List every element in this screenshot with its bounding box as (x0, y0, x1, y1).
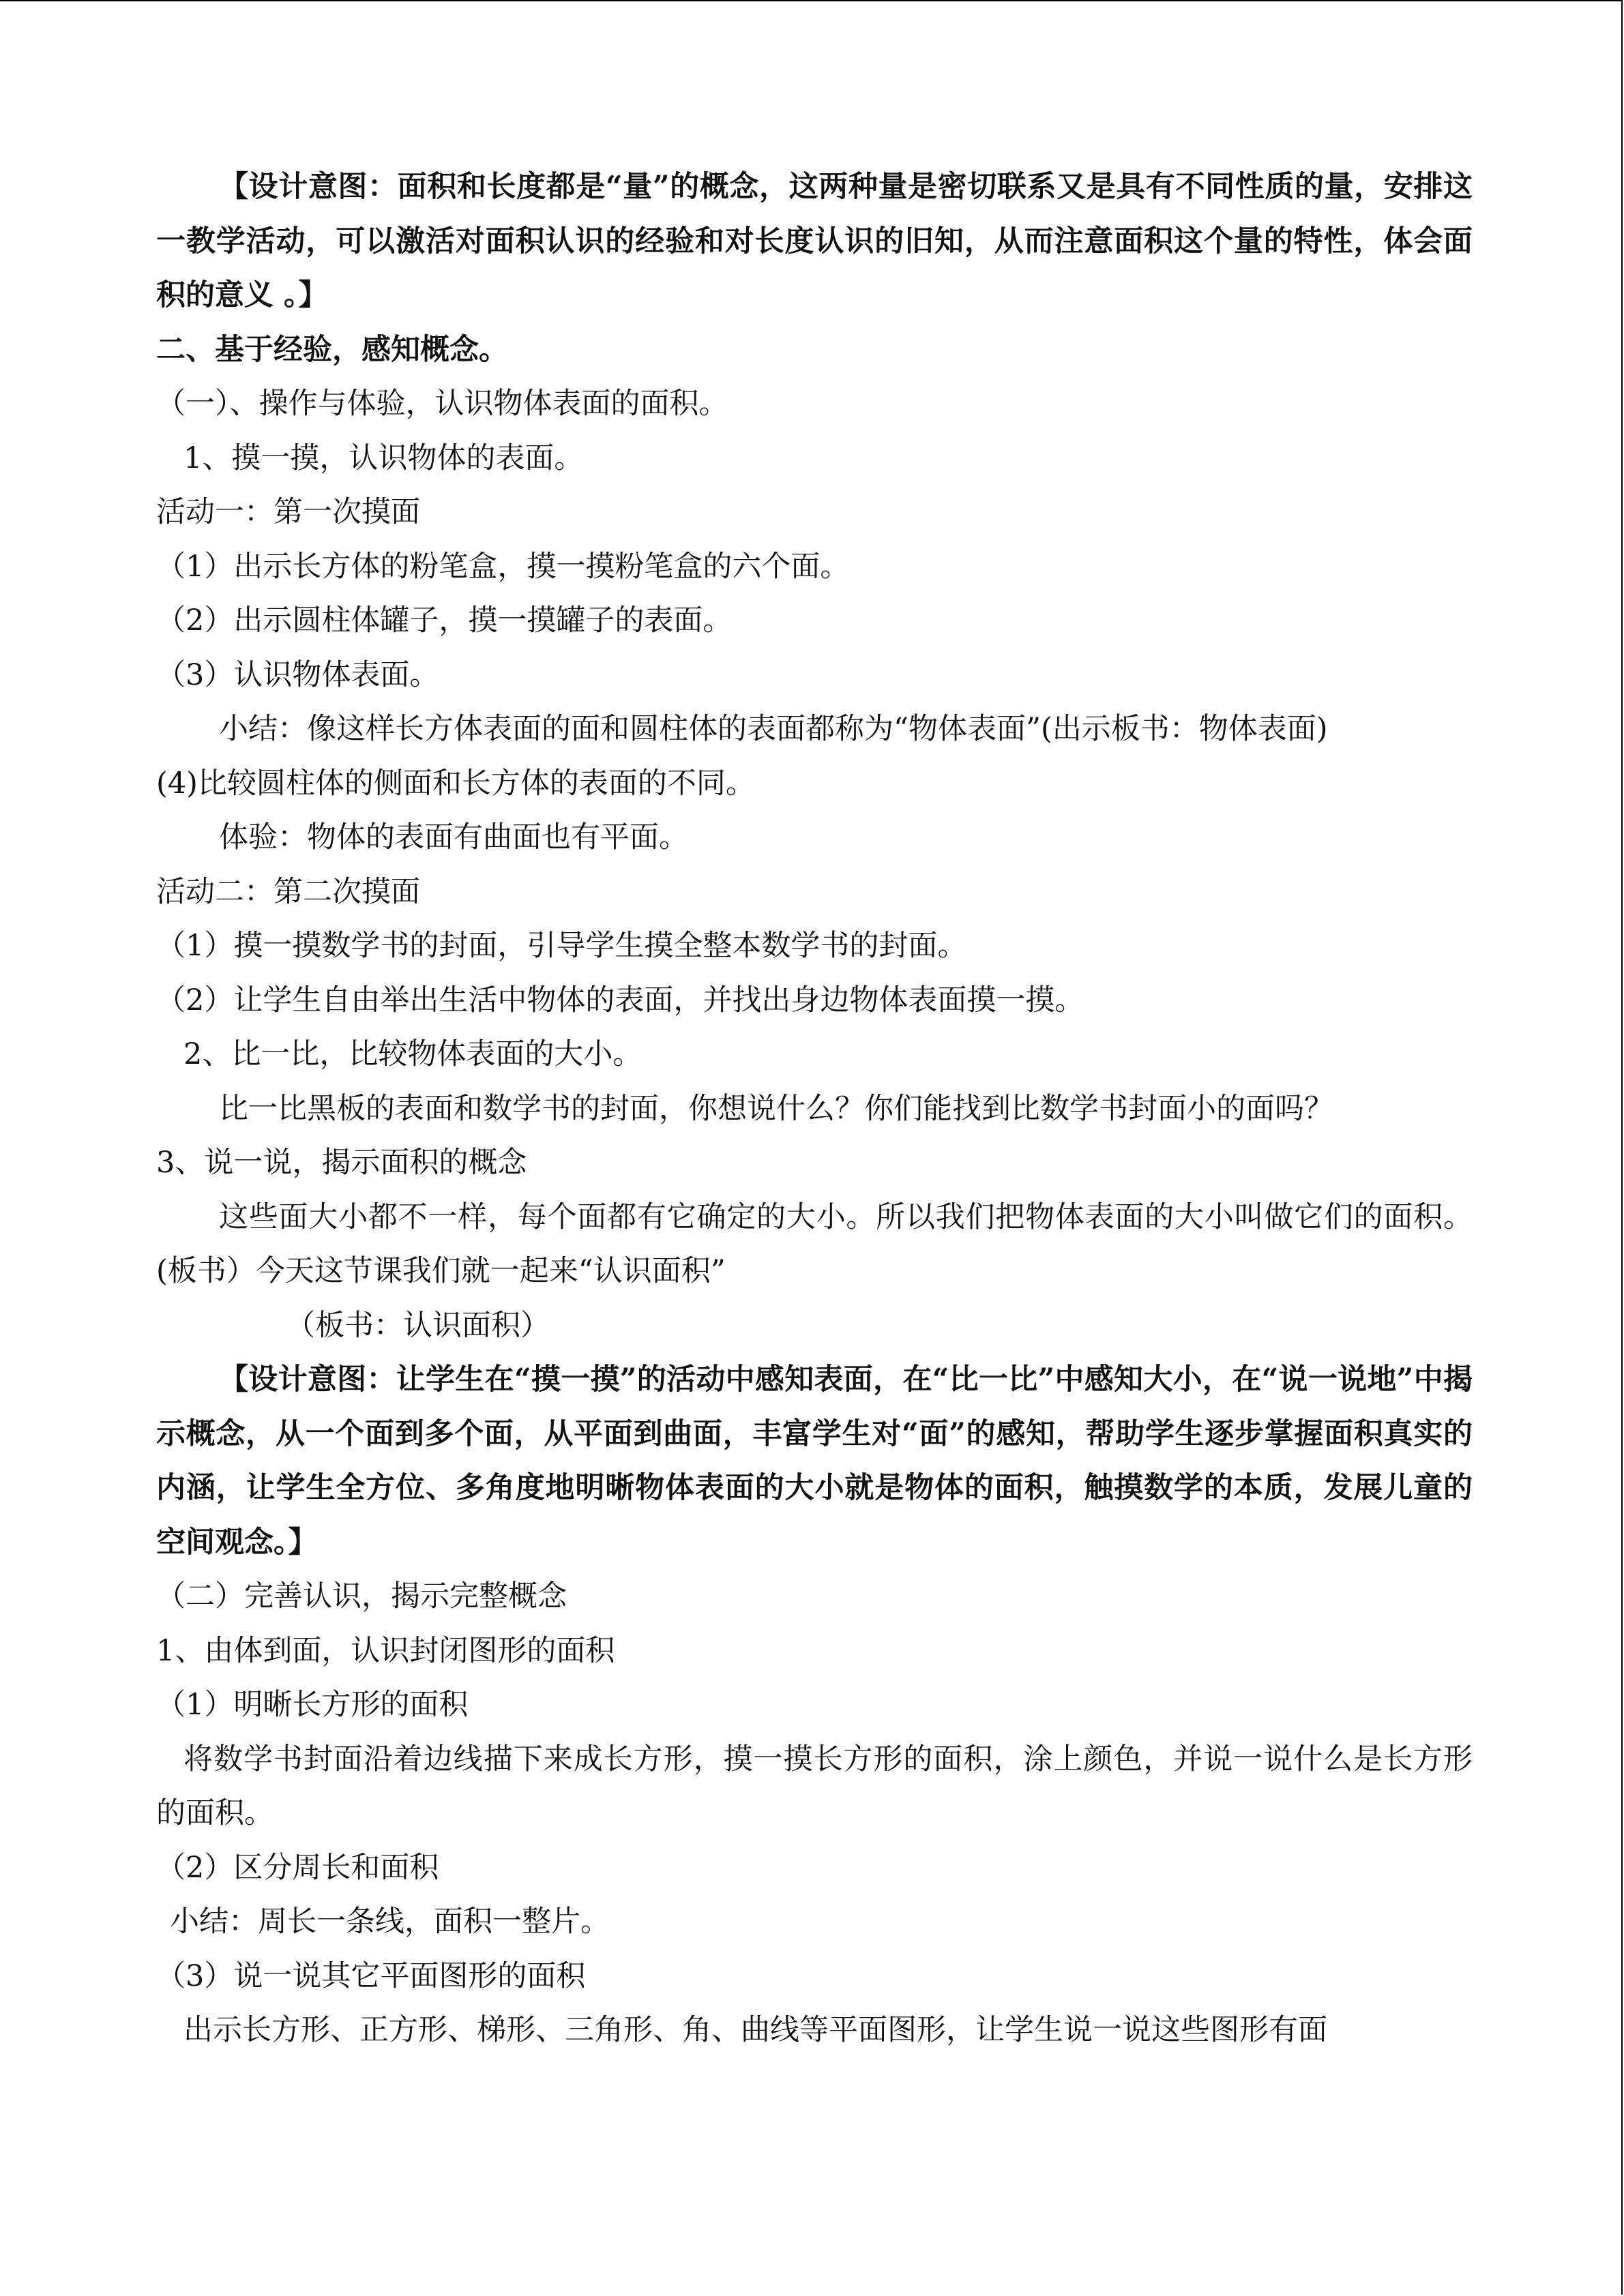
paragraph-experience: 体验：物体的表面有曲面也有平面。 (219, 820, 688, 854)
paragraph-a1-item-4: (4)比较圆柱体的侧面和长方体的表面的不同。 (156, 766, 755, 801)
paragraph-summary-1: 小结：像这样长方体表面的面和圆柱体的表面都称为“物体表面”(出示板书：物体表面) (219, 712, 1328, 746)
paragraph-sub-2: （二）完善认识，揭示完整概念 (156, 1579, 567, 1613)
paragraph-step-1: 1、摸一摸，认识物体的表面。 (183, 441, 584, 475)
paragraph-step-4: 1、由体到面，认识封闭图形的面积 (156, 1633, 615, 1668)
paragraph-compare: 比一比黑板的表面和数学书的封面，你想说什么？你们能找到比数学书封面小的面吗？ (219, 1091, 1333, 1126)
paragraph-a2-item-1: （1）摸一摸数学书的封面，引导学生摸全整本数学书的封面。 (156, 929, 967, 963)
paragraph-step-3: 3、说一说，揭示面积的概念 (156, 1146, 527, 1180)
paragraph-b-item-2: （2）区分周长和面积 (156, 1850, 439, 1885)
paragraph-shapes: 出示长方形、正方形、梯形、三角形、角、曲线等平面图形，让学生说一说这些图形有面 (183, 2013, 1327, 2047)
paragraph-activity-1: 活动一：第一次摸面 (156, 495, 420, 529)
paragraph-summary-2: 小结：周长一条线，面积一整片。 (170, 1905, 610, 1939)
paragraph-b-item-1: （1）明晰长方形的面积 (156, 1688, 469, 1722)
paragraph-sub-1: （一）、操作与体验，认识物体表面的面积。 (156, 387, 728, 421)
paragraph-intent-2: 【设计意图：让学生在“摸一摸”的活动中感知表面，在“比一比”中感知大小，在“说一说地”中揭示概念，从一个面到多个面，从平面到曲面，丰富学生对“面”的感知，帮助学生逐步掌握面积真实的内涵，让学生全方位、多角度地明晰物体表面的大小就是物体的面积，触摸数学的本质，发展儿童的空间观念。】 (156, 1362, 1473, 1560)
paragraph-b-item-3: （3）说一说其它平面图形的面积 (156, 1958, 586, 1993)
document-body (156, 160, 1473, 2058)
paragraph-a1-item-1: （1）出示长方体的粉笔盒，摸一摸粉笔盒的六个面。 (156, 549, 850, 584)
paragraph-a1-item-3: （3）认识物体表面。 (156, 657, 439, 692)
paragraph-activity-2: 活动二：第二次摸面 (156, 874, 420, 909)
paragraph-a2-item-2: （2）让学生自由举出生活中物体的表面，并找出身边物体表面摸一摸。 (156, 983, 1084, 1017)
paragraph-step-2: 2、比一比，比较物体表面的大小。 (183, 1037, 643, 1071)
paragraph-concept: 这些面大小都不一样，每个面都有它确定的大小。所以我们把物体表面的大小叫做它们的面积。(板书）今天这节课我们就一起来“认识面积” (156, 1199, 1473, 1288)
paragraph-section-2: 二、基于经验，感知概念。 (156, 332, 508, 367)
paragraph-intent-1: 【设计意图：面积和长度都是“量”的概念，这两种量是密切联系又是具有不同性质的量，安排这一教学活动，可以激活对面积认识的经验和对长度认识的旧知，从而注意面积这个量的特性，体会面积的意义 。】 (156, 170, 1473, 312)
paragraph-rect: 将数学书封面沿着边线描下来成长方形，摸一摸长方形的面积，涂上颜色，并说一说什么是长方形的面积。 (156, 1742, 1473, 1830)
paragraph-a1-item-2: （2）出示圆柱体罐子，摸一摸罐子的表面。 (156, 603, 733, 638)
paragraph-board: （板书：认识面积） (286, 1308, 550, 1343)
